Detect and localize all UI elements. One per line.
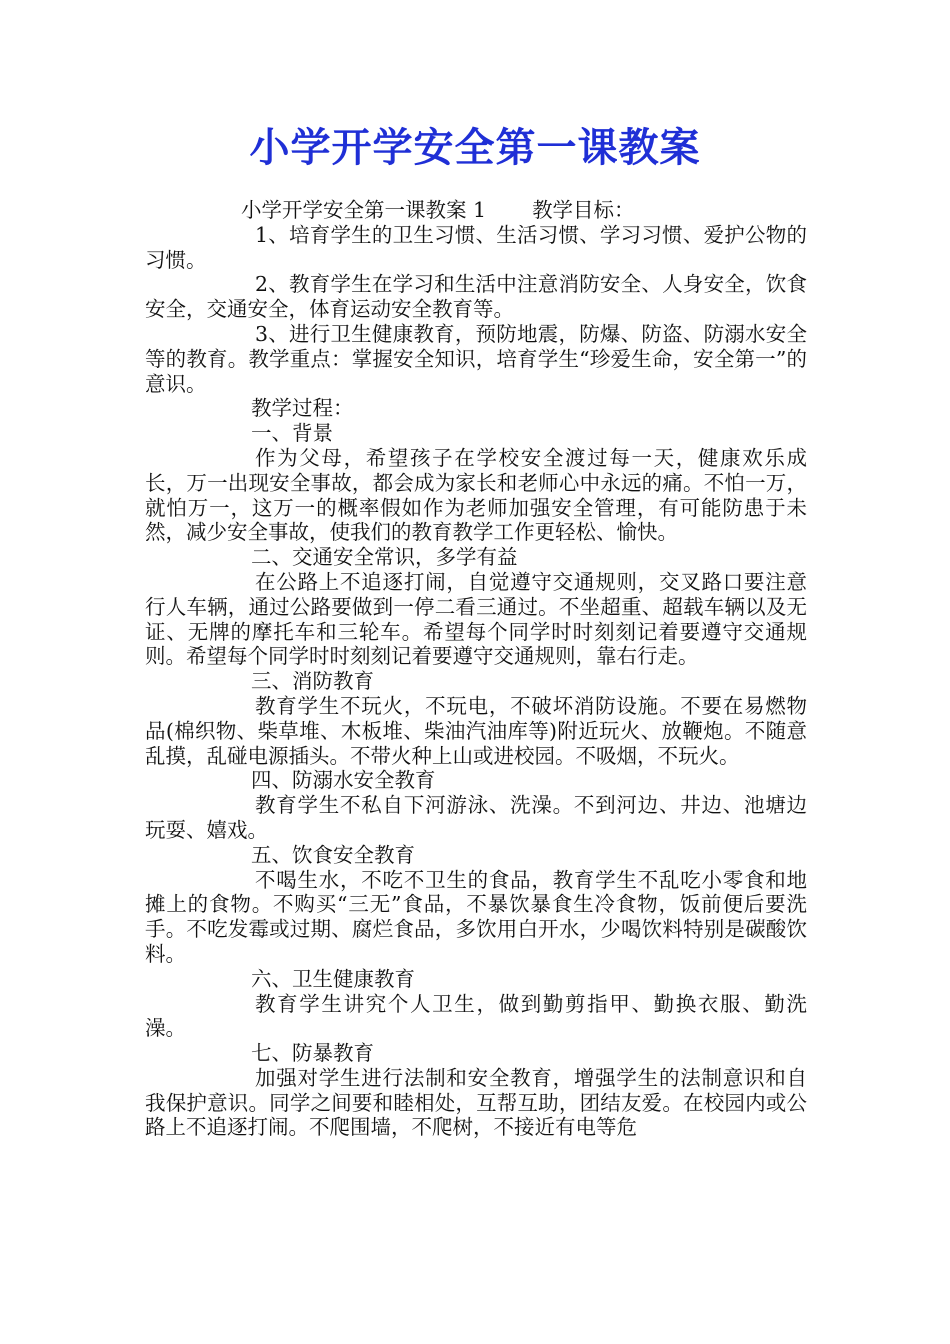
section-heading-7: 七、防暴教育 [251,1041,374,1066]
goal-1: 1、培育学生的卫生习惯、生活习惯、学习习惯、爱护公物的习惯。 [145,222,807,272]
section-text-3: 教育学生不玩火，不玩电，不破坏消防设施。不要在易燃物品(棉织物、柴草堆、木板堆、柴油汽油库等)附近玩火、放鞭炮。不随意乱摸，乱碰电源插头。不带火种上山或进校园。不吸烟，不玩火。 [145,693,807,768]
section-heading-1: 一、背景 [251,421,333,446]
document-title: 小学开学安全第一课教案 [249,124,701,171]
section-text-6: 教育学生讲究个人卫生，做到勤剪指甲、勤换衣服、勤洗澡。 [145,991,807,1041]
section-text-2: 在公路上不追逐打闹，自觉遵守交通规则，交叉路口要注意行人车辆，通过公路要做到一停二看三通过。不坐超重、超载车辆以及无证、无牌的摩托车和三轮车。希望每个同学时时刻刻记着要遵守交通规则。希望每个同学时时刻刻记着要遵守交通规则，靠右行走。 [145,569,807,669]
section-heading-2: 二、交通安全常识，多学有益 [251,545,518,570]
section-text-1: 作为父母，希望孩子在学校安全渡过每一天，健康欢乐成长，万一出现安全事故，都会成为家长和老师心中永远的痛。不怕一万，就怕万一，这万一的概率假如作为老师加强安全管理，有可能防患于未然，减少安全事故，使我们的教育教学工作更轻松、愉快。 [145,445,807,545]
process-label: 教学过程： [251,396,354,421]
section-text-5: 不喝生水，不吃不卫生的食品，教育学生不乱吃小零食和地摊上的食物。不购买“三无”食品，不暴饮暴食生冷食物，饭前便后要洗手。不吃发霉或过期、腐烂食品，多饮用白开水，少喝饮料特别是碳酸饮料。 [145,867,807,966]
goal-2: 2、教育学生在学习和生活中注意消防安全、人身安全，饮食安全，交通安全，体育运动安全教育等。 [145,272,807,322]
section-heading-6: 六、卫生健康教育 [251,966,415,991]
section-text-4: 教育学生不私自下河游泳、洗澡。不到河边、井边、池塘边玩耍、嬉戏。 [145,793,807,842]
section-heading-3: 三、消防教育 [251,669,374,694]
intro-line [145,198,807,223]
section-heading-5: 五、饮食安全教育 [251,842,415,867]
objectives-label: 教学目标： [532,198,635,222]
doc-label: 小学开学安全第一课教案 1 [241,198,487,222]
goal-3: 3、进行卫生健康教育，预防地震，防爆、防盗、防溺水安全等的教育。教学重点：掌握安全知识，培育学生“珍爱生命，安全第一”的意识。 [145,321,807,396]
document-body [145,198,807,1140]
section-heading-4: 四、防溺水安全教育 [251,768,436,793]
section-text-7: 加强对学生进行法制和安全教育，增强学生的法制意识和自我保护意识。同学之间要和睦相处，互帮互助，团结友爱。在校园内或公路上不追逐打闹。不爬围墙，不爬树，不接近有电等危 [145,1065,807,1140]
